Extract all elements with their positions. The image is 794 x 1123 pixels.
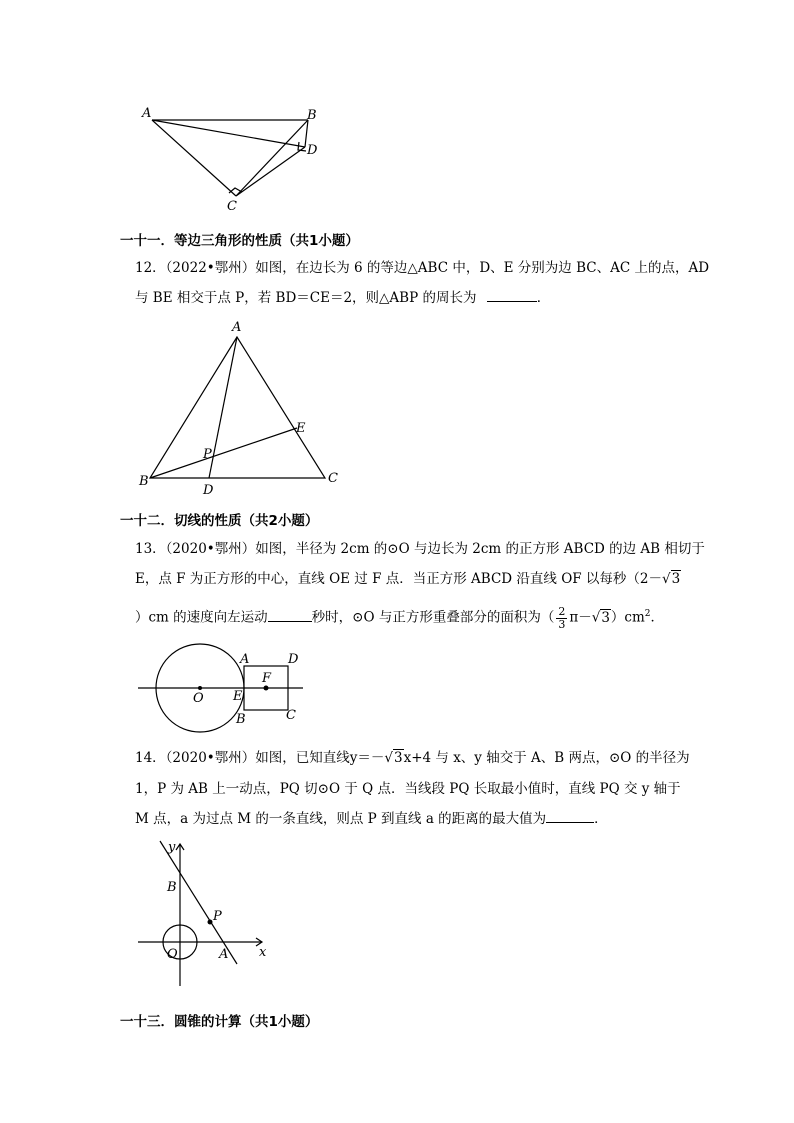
q12-line1: 12．（2022•鄂州）如图，在边长为 6 的等边△ABC 中，D、E 分别为边 BC、AC 上的点，AD	[135, 260, 710, 276]
q13-line3	[135, 604, 664, 631]
radicand: 3	[601, 609, 610, 626]
q14-line1-text-a: 14．（2020•鄂州）如图，已知直线	[135, 750, 350, 766]
q14-line1	[135, 748, 690, 768]
fraction-numerator: 2	[558, 604, 566, 618]
figure-triangle-abcd	[130, 100, 330, 215]
label-e: E	[233, 689, 243, 704]
superscript: 2	[644, 609, 651, 619]
q14-line3	[135, 809, 608, 829]
q12-line2	[135, 288, 550, 308]
answer-blank-q12[interactable]	[487, 289, 537, 302]
label-y: y	[168, 840, 176, 855]
label-b: B	[307, 108, 317, 123]
label-p: P	[213, 909, 222, 924]
label-a: A	[240, 652, 250, 667]
radicand: 3	[671, 571, 681, 587]
figure-circle-square	[135, 640, 315, 740]
section-title-11: 一十一．等边三角形的性质（共1小题）	[120, 233, 359, 249]
label-o: O	[193, 691, 204, 706]
q13-line3-text-a: ）cm 的速度向左运动	[135, 609, 268, 626]
figure-coordinate-line	[135, 838, 275, 988]
q14-end: ．	[594, 811, 608, 827]
section-title-13: 一十三．圆锥的计算（共1小题）	[120, 1014, 319, 1030]
q13-line2-text: E，点 F 为正方形的中心，直线 OE 过 F 点．当正方形 ABCD 沿直线 OF 以每秒（2－	[135, 571, 663, 587]
answer-blank-q13[interactable]	[268, 609, 312, 622]
q13-line3-text-b: 秒时，⊙O 与正方形重叠部分的面积为（	[311, 609, 555, 626]
q12-end: ．	[536, 290, 551, 306]
label-a: A	[219, 947, 229, 962]
q14-line3-text: M 点，a 为过点 M 的一条直线，则点 P 到直线 a 的距离的最大值为	[135, 811, 547, 827]
label-p: P	[203, 447, 212, 462]
sqrt-symbol: √	[662, 571, 671, 587]
q14-line2: 1，P 为 AB 上一动点，PQ 切⊙O 于 Q 点．当线段 PQ 长取最小值时，直线 PQ 交 y 轴于	[135, 781, 681, 797]
q14-line1-text-b: y＝－	[349, 750, 385, 766]
label-d: D	[288, 652, 299, 667]
sqrt-symbol: √	[384, 750, 393, 766]
label-a: A	[142, 106, 152, 121]
fraction-denominator: 3	[558, 617, 566, 631]
sqrt-symbol: √	[591, 609, 601, 626]
q13-line3-end: ．	[650, 609, 665, 626]
label-e: E	[296, 421, 306, 436]
label-a: A	[232, 320, 242, 335]
fraction-two-thirds	[556, 606, 567, 631]
label-b: B	[167, 880, 177, 895]
point-p	[208, 920, 213, 925]
figure-equilateral-triangle	[130, 315, 350, 500]
radicand: 3	[394, 750, 403, 766]
label-c: C	[227, 199, 237, 214]
answer-blank-q14[interactable]	[546, 810, 594, 823]
q13-line3-text-c: π－	[569, 609, 592, 626]
q14-line1-text-c: x+4 与 x、y 轴交于 A、B 两点，⊙O 的半径为	[403, 750, 690, 766]
q12-line2-text: 与 BE 相交于点 P，若 BD＝CE＝2，则△ABP 的周长为	[135, 290, 477, 306]
q13-line1: 13．（2020•鄂州）如图，半径为 2cm 的⊙O 与边长为 2cm 的正方形 ABCD 的边 AB 相切于	[135, 541, 705, 557]
section-title-12: 一十二．切线的性质（共2小题）	[120, 513, 319, 529]
label-c: C	[328, 471, 338, 486]
center-point-f	[264, 686, 269, 691]
label-o: O	[167, 947, 178, 962]
q13-line3-text-d: ）cm	[610, 609, 645, 626]
label-b: B	[139, 474, 149, 489]
center-point-o	[198, 686, 202, 690]
label-c: C	[286, 708, 296, 723]
q13-line2	[135, 569, 681, 589]
label-f: F	[262, 671, 272, 686]
label-d: D	[203, 483, 214, 498]
label-b: B	[236, 712, 246, 727]
label-d: D	[307, 143, 318, 158]
label-x: x	[259, 945, 267, 960]
